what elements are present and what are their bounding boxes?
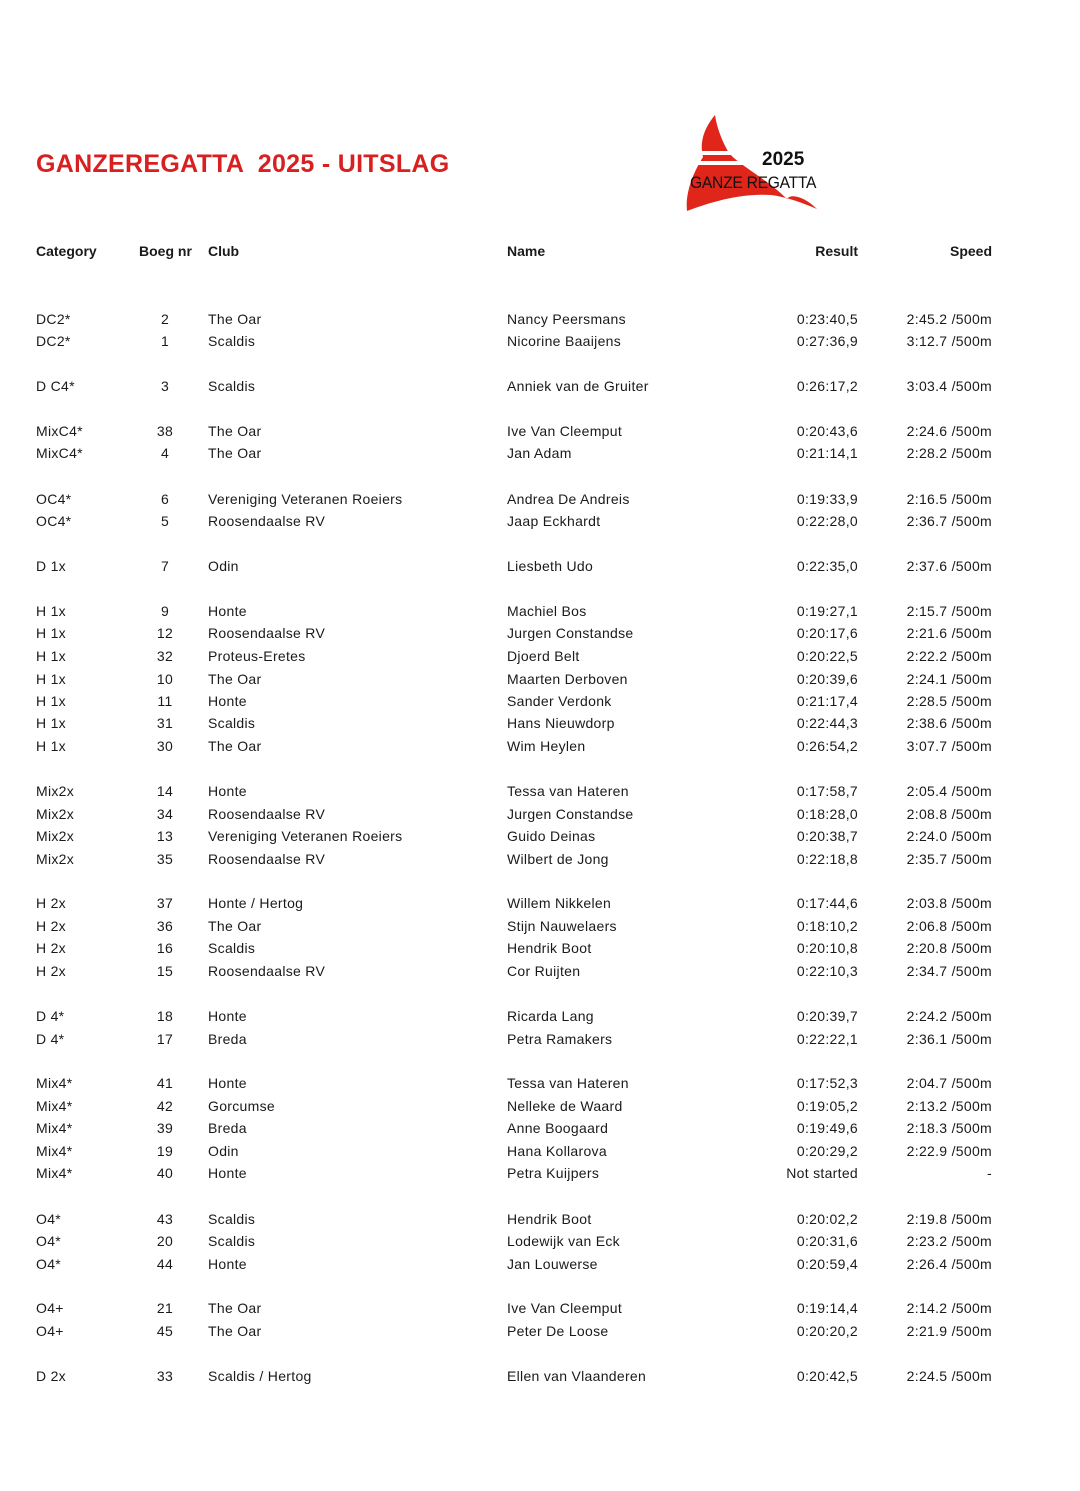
cell-result: Not started	[786, 1165, 858, 1181]
cell-club: The Oar	[208, 423, 262, 439]
cell-result: 0:20:22,5	[796, 648, 858, 664]
cell-category: H 1x	[36, 738, 66, 754]
cell-name: Ellen van Vlaanderen	[507, 1368, 647, 1384]
cell-result: 0:19:49,6	[796, 1120, 858, 1136]
cell-speed: 2:24.5 /500m	[906, 1368, 992, 1384]
cell-result: 0:21:14,1	[796, 445, 858, 461]
cell-speed: 2:45.2 /500m	[906, 311, 992, 327]
cell-result: 0:18:10,2	[796, 918, 858, 934]
cell-club: Breda	[208, 1031, 247, 1047]
cell-club: Scaldis	[208, 1233, 256, 1249]
cell-result: 0:20:20,2	[796, 1323, 858, 1339]
cell-club: Honte / Hertog	[208, 895, 304, 911]
logo-year: 2025	[762, 149, 805, 170]
table-row	[0, 1323, 1080, 1343]
cell-name: Jaap Eckhardt	[507, 513, 601, 529]
cell-boeg: 3	[160, 378, 170, 394]
cell-speed: 2:08.8 /500m	[906, 806, 992, 822]
cell-speed: 2:14.2 /500m	[906, 1300, 992, 1316]
cell-category: D 4*	[36, 1008, 65, 1024]
table-row	[0, 963, 1080, 983]
cell-boeg: 18	[156, 1008, 174, 1024]
cell-club: Scaldis	[208, 378, 256, 394]
ganze-regatta-logo	[683, 113, 823, 218]
table-row	[0, 1300, 1080, 1320]
cell-club: Roosendaalse RV	[208, 963, 326, 979]
table-row	[0, 895, 1080, 915]
cell-speed: 2:34.7 /500m	[906, 963, 992, 979]
cell-speed: 2:13.2 /500m	[906, 1098, 992, 1114]
cell-result: 0:26:17,2	[796, 378, 858, 394]
cell-name: Jan Louwerse	[507, 1256, 598, 1272]
cell-name: Peter De Loose	[507, 1323, 609, 1339]
table-row	[0, 445, 1080, 465]
cell-boeg: 41	[156, 1075, 174, 1091]
table-row	[0, 333, 1080, 353]
cell-club: Roosendaalse RV	[208, 513, 326, 529]
table-row	[0, 918, 1080, 938]
cell-club: Scaldis	[208, 333, 256, 349]
cell-result: 0:22:35,0	[796, 558, 858, 574]
cell-name: Ive Van Cleemput	[507, 423, 623, 439]
cell-name: Wilbert de Jong	[507, 851, 609, 867]
cell-category: H 1x	[36, 625, 66, 641]
table-header	[0, 243, 1080, 263]
cell-category: Mix4*	[36, 1075, 73, 1091]
cell-category: H 1x	[36, 603, 66, 619]
cell-category: O4+	[36, 1300, 64, 1316]
cell-speed: 2:24.6 /500m	[906, 423, 992, 439]
cell-name: Cor Ruijten	[507, 963, 581, 979]
cell-name: Lodewijk van Eck	[507, 1233, 620, 1249]
table-row	[0, 1098, 1080, 1118]
cell-boeg: 35	[156, 851, 174, 867]
cell-speed: 2:15.7 /500m	[906, 603, 992, 619]
cell-name: Machiel Bos	[507, 603, 587, 619]
table-row	[0, 828, 1080, 848]
cell-category: D 4*	[36, 1031, 65, 1047]
cell-result: 0:22:44,3	[796, 715, 858, 731]
cell-boeg: 45	[156, 1323, 174, 1339]
cell-boeg: 15	[156, 963, 174, 979]
cell-speed: 2:16.5 /500m	[906, 491, 992, 507]
cell-club: Roosendaalse RV	[208, 851, 326, 867]
cell-result: 0:18:28,0	[796, 806, 858, 822]
cell-club: Scaldis	[208, 1211, 256, 1227]
cell-category: Mix4*	[36, 1120, 73, 1136]
cell-boeg: 1	[160, 333, 170, 349]
table-row	[0, 1031, 1080, 1051]
table-row	[0, 1211, 1080, 1231]
cell-result: 0:27:36,9	[796, 333, 858, 349]
cell-club: Roosendaalse RV	[208, 625, 326, 641]
table-row	[0, 715, 1080, 735]
cell-result: 0:20:43,6	[796, 423, 858, 439]
cell-club: Gorcumse	[208, 1098, 275, 1114]
table-row	[0, 1165, 1080, 1185]
cell-club: Vereniging Veteranen Roeiers	[208, 491, 403, 507]
cell-category: OC4*	[36, 491, 72, 507]
cell-speed: 2:22.2 /500m	[906, 648, 992, 664]
cell-result: 0:19:33,9	[796, 491, 858, 507]
cell-speed: 3:12.7 /500m	[906, 333, 992, 349]
cell-category: H 2x	[36, 963, 66, 979]
cell-speed: 2:05.4 /500m	[906, 783, 992, 799]
cell-category: DC2*	[36, 311, 71, 327]
table-row	[0, 603, 1080, 623]
table-row	[0, 738, 1080, 758]
cell-name: Guido Deinas	[507, 828, 596, 844]
cell-boeg: 11	[157, 693, 173, 709]
cell-result: 0:17:52,3	[796, 1075, 858, 1091]
cell-name: Djoerd Belt	[507, 648, 580, 664]
cell-category: O4*	[36, 1211, 62, 1227]
cell-club: Honte	[208, 1165, 247, 1181]
cell-speed: 2:36.7 /500m	[906, 513, 992, 529]
cell-category: H 1x	[36, 693, 66, 709]
table-row	[0, 783, 1080, 803]
header-boeg: Boeg nr	[139, 243, 192, 259]
cell-speed: 2:06.8 /500m	[906, 918, 992, 934]
cell-club: The Oar	[208, 445, 262, 461]
cell-category: MixC4*	[36, 423, 83, 439]
cell-result: 0:20:38,7	[796, 828, 858, 844]
cell-club: Breda	[208, 1120, 247, 1136]
table-row	[0, 423, 1080, 443]
cell-speed: 2:24.1 /500m	[906, 671, 992, 687]
cell-name: Tessa van Hateren	[507, 783, 629, 799]
cell-boeg: 14	[156, 783, 174, 799]
table-row	[0, 1256, 1080, 1276]
cell-club: Odin	[208, 558, 239, 574]
page-title: GANZEREGATTA 2025 - UITSLAG	[36, 150, 450, 178]
cell-name: Hendrik Boot	[507, 940, 592, 956]
cell-speed: 2:28.2 /500m	[906, 445, 992, 461]
cell-result: 0:26:54,2	[796, 738, 858, 754]
cell-club: Vereniging Veteranen Roeiers	[208, 828, 403, 844]
cell-result: 0:20:29,2	[796, 1143, 858, 1159]
cell-category: O4+	[36, 1323, 64, 1339]
cell-boeg: 2	[160, 311, 170, 327]
cell-speed: 2:28.5 /500m	[906, 693, 992, 709]
cell-boeg: 32	[156, 648, 174, 664]
cell-speed: 2:36.1 /500m	[906, 1031, 992, 1047]
cell-category: Mix4*	[36, 1165, 73, 1181]
cell-boeg: 5	[160, 513, 170, 529]
cell-boeg: 13	[156, 828, 174, 844]
cell-club: Honte	[208, 603, 247, 619]
cell-boeg: 7	[160, 558, 170, 574]
header-category: Category	[36, 243, 97, 259]
cell-result: 0:20:02,2	[796, 1211, 858, 1227]
cell-result: 0:20:17,6	[796, 625, 858, 641]
table-row	[0, 1368, 1080, 1388]
cell-result: 0:22:28,0	[796, 513, 858, 529]
cell-name: Stijn Nauwelaers	[507, 918, 617, 934]
cell-speed: 2:18.3 /500m	[906, 1120, 992, 1136]
cell-boeg: 30	[156, 738, 174, 754]
cell-club: Odin	[208, 1143, 239, 1159]
cell-category: O4*	[36, 1233, 62, 1249]
cell-speed: 2:38.6 /500m	[906, 715, 992, 731]
cell-club: Proteus-Eretes	[208, 648, 306, 664]
cell-name: Maarten Derboven	[507, 671, 628, 687]
cell-category: D C4*	[36, 378, 75, 394]
cell-boeg: 42	[156, 1098, 174, 1114]
cell-category: Mix2x	[36, 828, 75, 844]
header-result: Result	[815, 243, 858, 259]
cell-result: 0:17:44,6	[796, 895, 858, 911]
cell-boeg: 43	[156, 1211, 174, 1227]
table-row	[0, 851, 1080, 871]
header-speed: Speed	[949, 243, 992, 259]
table-row	[0, 558, 1080, 578]
cell-result: 0:20:39,6	[796, 671, 858, 687]
cell-result: 0:20:59,4	[796, 1256, 858, 1272]
cell-boeg: 38	[156, 423, 174, 439]
cell-speed: 2:37.6 /500m	[906, 558, 992, 574]
cell-club: The Oar	[208, 1300, 262, 1316]
cell-name: Liesbeth Udo	[507, 558, 594, 574]
cell-boeg: 4	[160, 445, 170, 461]
cell-name: Hana Kollarova	[507, 1143, 607, 1159]
cell-club: Roosendaalse RV	[208, 806, 326, 822]
cell-result: 0:22:18,8	[796, 851, 858, 867]
cell-name: Hans Nieuwdorp	[507, 715, 615, 731]
cell-category: Mix2x	[36, 851, 75, 867]
cell-name: Jan Adam	[507, 445, 572, 461]
cell-category: H 1x	[36, 715, 66, 731]
table-row	[0, 1233, 1080, 1253]
cell-name: Petra Ramakers	[507, 1031, 613, 1047]
table-row	[0, 806, 1080, 826]
cell-result: 0:19:27,1	[796, 603, 858, 619]
cell-speed: 2:20.8 /500m	[906, 940, 992, 956]
table-row	[0, 1143, 1080, 1163]
cell-result: 0:20:10,8	[796, 940, 858, 956]
cell-club: Scaldis	[208, 940, 256, 956]
cell-name: Nelleke de Waard	[507, 1098, 623, 1114]
cell-category: D 2x	[36, 1368, 66, 1384]
cell-category: Mix4*	[36, 1098, 73, 1114]
cell-name: Petra Kuijpers	[507, 1165, 600, 1181]
cell-boeg: 31	[156, 715, 174, 731]
cell-category: MixC4*	[36, 445, 83, 461]
table-row	[0, 693, 1080, 713]
cell-name: Anniek van de Gruiter	[507, 378, 649, 394]
cell-speed: 2:03.8 /500m	[906, 895, 992, 911]
cell-boeg: 33	[156, 1368, 174, 1384]
cell-name: Nancy Peersmans	[507, 311, 626, 327]
cell-boeg: 34	[156, 806, 174, 822]
cell-category: OC4*	[36, 513, 72, 529]
cell-club: Scaldis	[208, 715, 256, 731]
cell-result: 0:20:42,5	[796, 1368, 858, 1384]
header-club: Club	[208, 243, 240, 259]
cell-name: Willem Nikkelen	[507, 895, 612, 911]
cell-speed: 2:24.2 /500m	[906, 1008, 992, 1024]
cell-result: 0:19:05,2	[796, 1098, 858, 1114]
table-row	[0, 491, 1080, 511]
cell-result: 0:20:39,7	[796, 1008, 858, 1024]
table-row	[0, 1075, 1080, 1095]
cell-name: Sander Verdonk	[507, 693, 612, 709]
cell-club: Honte	[208, 1256, 247, 1272]
cell-result: 0:23:40,5	[796, 311, 858, 327]
cell-speed: 2:21.6 /500m	[906, 625, 992, 641]
cell-club: Honte	[208, 783, 247, 799]
cell-club: The Oar	[208, 1323, 262, 1339]
cell-speed: 2:22.9 /500m	[906, 1143, 992, 1159]
cell-name: Jurgen Constandse	[507, 625, 634, 641]
cell-speed: 2:04.7 /500m	[906, 1075, 992, 1091]
cell-boeg: 21	[156, 1300, 174, 1316]
cell-boeg: 20	[156, 1233, 174, 1249]
cell-boeg: 37	[156, 895, 174, 911]
cell-speed: 2:35.7 /500m	[906, 851, 992, 867]
table-row	[0, 625, 1080, 645]
cell-speed: 2:26.4 /500m	[906, 1256, 992, 1272]
cell-category: D 1x	[36, 558, 66, 574]
cell-name: Hendrik Boot	[507, 1211, 592, 1227]
cell-boeg: 9	[160, 603, 170, 619]
cell-category: H 2x	[36, 918, 66, 934]
header-name: Name	[507, 243, 546, 259]
table-row	[0, 378, 1080, 398]
cell-club: The Oar	[208, 738, 262, 754]
cell-name: Andrea De Andreis	[507, 491, 630, 507]
cell-result: 0:22:22,1	[796, 1031, 858, 1047]
cell-category: H 2x	[36, 940, 66, 956]
cell-club: The Oar	[208, 311, 262, 327]
cell-speed: 3:03.4 /500m	[906, 378, 992, 394]
table-row	[0, 1120, 1080, 1140]
table-row	[0, 1008, 1080, 1028]
cell-speed: -	[987, 1165, 992, 1181]
cell-category: H 2x	[36, 895, 66, 911]
cell-category: DC2*	[36, 333, 71, 349]
cell-boeg: 17	[156, 1031, 174, 1047]
table-row	[0, 648, 1080, 668]
cell-category: O4*	[36, 1256, 62, 1272]
cell-category: H 1x	[36, 648, 66, 664]
cell-club: Honte	[208, 693, 247, 709]
cell-result: 0:19:14,4	[796, 1300, 858, 1316]
table-row	[0, 311, 1080, 331]
cell-boeg: 6	[160, 491, 170, 507]
cell-speed: 2:23.2 /500m	[906, 1233, 992, 1249]
cell-speed: 3:07.7 /500m	[906, 738, 992, 754]
cell-name: Ricarda Lang	[507, 1008, 594, 1024]
cell-result: 0:20:31,6	[796, 1233, 858, 1249]
cell-name: Tessa van Hateren	[507, 1075, 629, 1091]
cell-name: Anne Boogaard	[507, 1120, 609, 1136]
cell-category: Mix4*	[36, 1143, 73, 1159]
cell-name: Nicorine Baaijens	[507, 333, 622, 349]
cell-club: Honte	[208, 1008, 247, 1024]
cell-boeg: 19	[156, 1143, 174, 1159]
table-row	[0, 513, 1080, 533]
cell-boeg: 36	[156, 918, 174, 934]
cell-club: The Oar	[208, 671, 262, 687]
cell-name: Jurgen Constandse	[507, 806, 634, 822]
cell-result: 0:17:58,7	[796, 783, 858, 799]
cell-category: Mix2x	[36, 783, 75, 799]
cell-boeg: 44	[156, 1256, 174, 1272]
cell-club: Honte	[208, 1075, 247, 1091]
cell-speed: 2:19.8 /500m	[906, 1211, 992, 1227]
cell-speed: 2:21.9 /500m	[906, 1323, 992, 1339]
cell-boeg: 10	[156, 671, 174, 687]
cell-category: Mix2x	[36, 806, 75, 822]
cell-boeg: 40	[156, 1165, 174, 1181]
cell-club: The Oar	[208, 918, 262, 934]
cell-boeg: 16	[156, 940, 174, 956]
cell-boeg: 12	[156, 625, 174, 641]
cell-result: 0:22:10,3	[796, 963, 858, 979]
logo-name: GANZE REGATTA	[690, 173, 817, 192]
cell-name: Wim Heylen	[507, 738, 586, 754]
cell-club: Scaldis / Hertog	[208, 1368, 312, 1384]
cell-category: H 1x	[36, 671, 66, 687]
table-row	[0, 671, 1080, 691]
cell-boeg: 39	[156, 1120, 174, 1136]
cell-name: Ive Van Cleemput	[507, 1300, 623, 1316]
cell-result: 0:21:17,4	[796, 693, 858, 709]
cell-speed: 2:24.0 /500m	[906, 828, 992, 844]
table-row	[0, 940, 1080, 960]
